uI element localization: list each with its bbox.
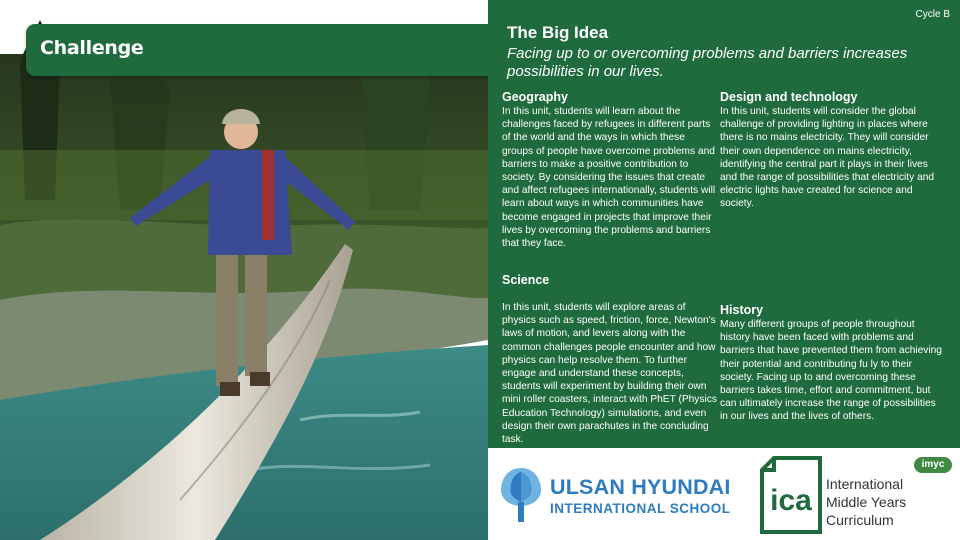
- imyc-line-3: Curriculum: [826, 512, 894, 528]
- school-subtitle: INTERNATIONAL SCHOOL: [550, 501, 731, 516]
- logo-strip: [488, 448, 960, 540]
- science-title: Science: [502, 273, 550, 287]
- challenge-label: Challenge: [40, 37, 144, 59]
- challenge-banner: [26, 24, 488, 76]
- imyc-line-1: International: [826, 476, 904, 492]
- geography-body: In this unit, students will learn about the challenges faced by refugees in different parts of the world and the ways in which these groups of people have overcome problems and barriers to make a positive contribution to society. By considering the issues that create and affect refugees internationally, students will learn about ways in which communities have become engaged in projects that improve their lives by overcoming the problems and barriers that they face.: [502, 106, 716, 250]
- design-technology-body: In this unit, students will consider the global challenge of providing lighting in places where there is no mains electricity. They will consider their own dependence on mains electricity, identifying the central part it plays in their lives and the range of possibilities that electricity and electric lights have created for science and society.: [720, 106, 935, 210]
- ica-logo-icon: [760, 456, 822, 534]
- geography-title: Geography: [502, 90, 568, 104]
- science-body: In this unit, students will explore areas of physics such as speed, friction, force, Newton's laws of motion, and levers along with the common challenges people encounter and how physics can help resolve them. To further engage and understand these concepts, students will experiment by building their own mini roller coasters, interact with PhET (Physics Education Technology) simulations, and even design their own parachutes in the concluding task.: [502, 302, 717, 446]
- ica-logo-text: ica: [770, 484, 812, 517]
- history-body: Many different groups of people throughout history have been faced with problems and barriers that have prevented them from achieving their potential and contributing fu ly to their society. Facing up to and overcoming these barriers takes time, effort and commitment, but can ultimately increase the range of possibilities in our lives and the lives of others.: [720, 319, 942, 423]
- school-name: ULSAN HYUNDAI: [550, 475, 731, 499]
- big-idea-title: The Big Idea: [507, 23, 609, 42]
- design-technology-title: Design and technology: [720, 90, 858, 104]
- imyc-line-2: Middle Years: [826, 494, 907, 510]
- content-panel: [488, 0, 960, 448]
- cycle-label: Cycle B: [915, 9, 950, 20]
- big-idea-text: Facing up to or overcoming problems and barriers increases possibilities in our lives.: [507, 45, 908, 80]
- imyc-badge: imyc: [914, 457, 952, 473]
- history-title: History: [720, 303, 764, 317]
- school-emblem-icon: [499, 466, 543, 524]
